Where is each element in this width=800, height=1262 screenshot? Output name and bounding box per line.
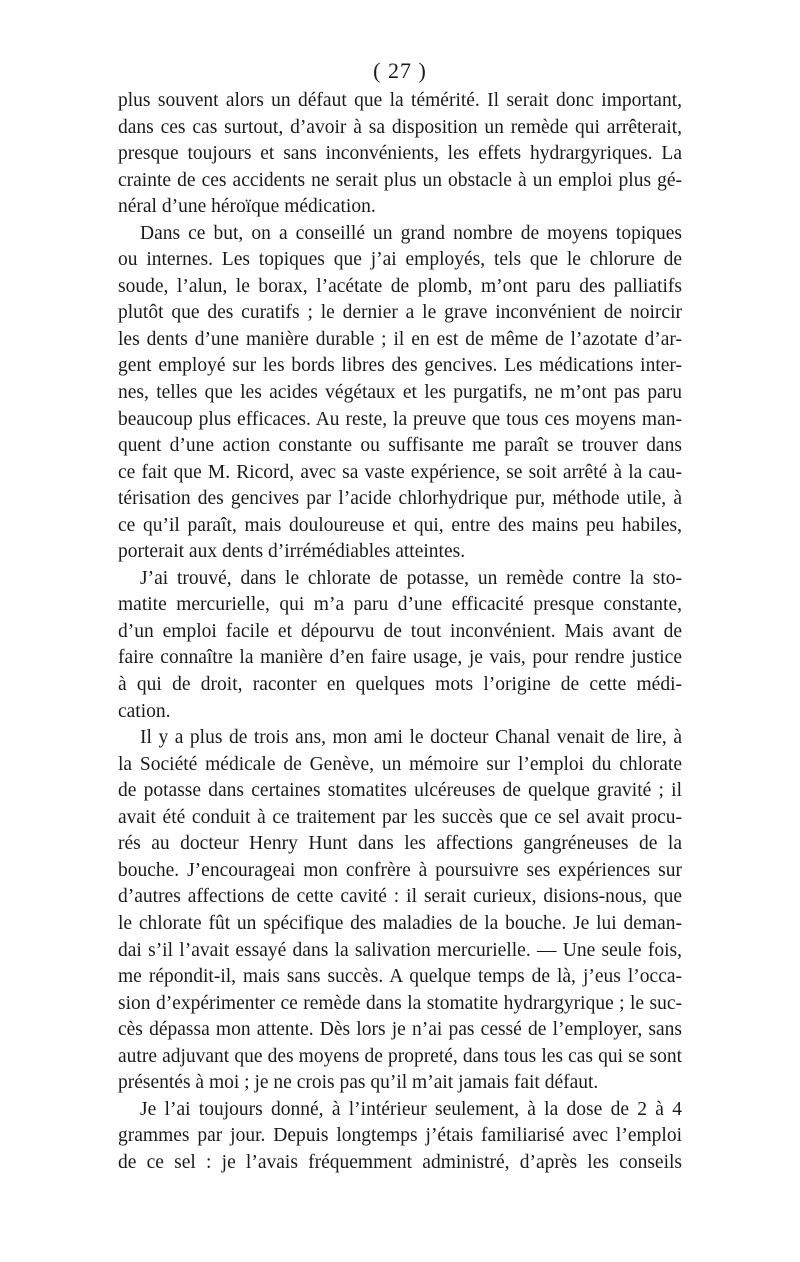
paragraph [118,1097,682,1177]
text-line: Je l’ai toujours donné, à l’intérieur seulement, à la dose de 2 à 4 [140,1098,682,1120]
page-number: ( 27 ) [373,58,427,83]
text-line: plus souvent alors un défaut que la témérité. Il serait donc important, [118,90,682,111]
text-line: la Société médicale de Genève, un mémoire sur l’emploi du chlorate [118,753,682,775]
text-line: plutôt que des curatifs ; le dernier a le grave inconvénient de noircir [118,302,682,324]
text-line: dai s’il l’avait essayé dans la salivation mercurielle. — Une seule fois, [118,939,682,961]
text-line: térisation des gencives par l’acide chlorhydrique pur, méthode utile, à [118,488,682,510]
text-line: de potasse dans certaines stomatites ulcéreuses de quelque gravité ; il [118,780,682,802]
text-line: sion d’expérimenter ce remède dans la stomatite hydrargyrique ; le suc- [118,992,682,1014]
text-line: crainte de ces accidents ne serait plus un obstacle à un emploi plus gé- [118,169,682,191]
text-line: gent employé sur les bords libres des gencives. Les médications inter- [118,355,682,377]
paragraph [118,566,682,725]
text-line: me répondit-il, mais sans succès. A quelque temps de là, j’eus l’occa- [118,966,682,988]
paragraph [118,221,682,566]
text-line: faire connaître la manière d’en faire usage, je vais, pour rendre justice [118,647,682,669]
text-line: rés au docteur Henry Hunt dans les affections gangréneuses de la [118,833,682,855]
text-line: ce fait que M. Ricord, avec sa vaste expérience, se soit arrêté à la cau- [118,461,682,483]
text-line: à qui de droit, raconter en quelques mots l’origine de cette médi- [118,674,682,696]
paragraph [118,88,682,221]
text-line: dans ces cas surtout, d’avoir à sa disposition un remède qui arrêterait, [118,116,682,138]
text-line: présentés à moi ; je ne crois pas qu’il m’ait jamais fait défaut. [118,1072,599,1094]
text-line: presque toujours et sans inconvénients, les effets hydrargyriques. La [118,143,682,165]
text-line: grammes par jour. Depuis longtemps j’étais familiarisé avec l’emploi [118,1125,682,1147]
text-line: d’autres affections de cette cavité : il serait curieux, disions-nous, que [118,886,682,908]
body-text [118,88,682,1176]
text-line: J’ai trouvé, dans le chlorate de potasse, un remède contre la sto- [140,567,682,589]
text-line: Il y a plus de trois ans, mon ami le docteur Chanal venait de lire, à [140,727,682,749]
text-line: néral d’une héroïque médication. [118,196,376,218]
text-line: Dans ce but, on a conseillé un grand nombre de moyens topiques [140,222,682,244]
text-line: matite mercurielle, qui m’a paru d’une efficacité presque constante, [118,594,682,616]
text-line: autre adjuvant que des moyens de propreté, dans tous les cas qui se sont [118,1045,682,1067]
text-line: cation. [118,700,171,722]
text-line: de ce sel : je l’avais fréquemment administré, d’après les conseils [118,1151,682,1173]
text-line: avait été conduit à ce traitement par les succès que ce sel avait procu- [118,806,682,828]
text-line: les dents d’une manière durable ; il en est de même de l’azotate d’ar- [118,328,682,350]
text-line: nes, telles que les acides végétaux et les purgatifs, ne m’ont pas paru [118,382,682,404]
text-line: beaucoup plus efficaces. Au reste, la preuve que tous ces moyens man- [118,408,682,430]
text-line: porterait aux dents d’irrémédiables atteintes. [118,541,466,563]
text-line: cès dépassa mon attente. Dès lors je n’ai pas cessé de l’employer, sans [118,1019,682,1041]
text-line: quent d’une action constante ou suffisante me paraît se trouver dans [118,435,682,457]
paragraph [118,725,682,1097]
text-line: bouche. J’encourageai mon confrère à poursuivre ses expériences sur [118,859,682,881]
text-line: ou internes. Les topiques que j’ai employés, tels que le chlorure de [118,249,682,271]
text-line: ce qu’il paraît, mais douloureuse et qui, entre des mains peu habiles, [118,514,682,536]
text-line: soude, l’alun, le borax, l’acétate de plomb, m’ont paru des palliatifs [118,275,682,297]
text-line: d’un emploi facile et dépourvu de tout inconvénient. Mais avant de [118,620,682,642]
text-line: le chlorate fût un spécifique des maladies de la bouche. Je lui deman- [118,912,682,934]
